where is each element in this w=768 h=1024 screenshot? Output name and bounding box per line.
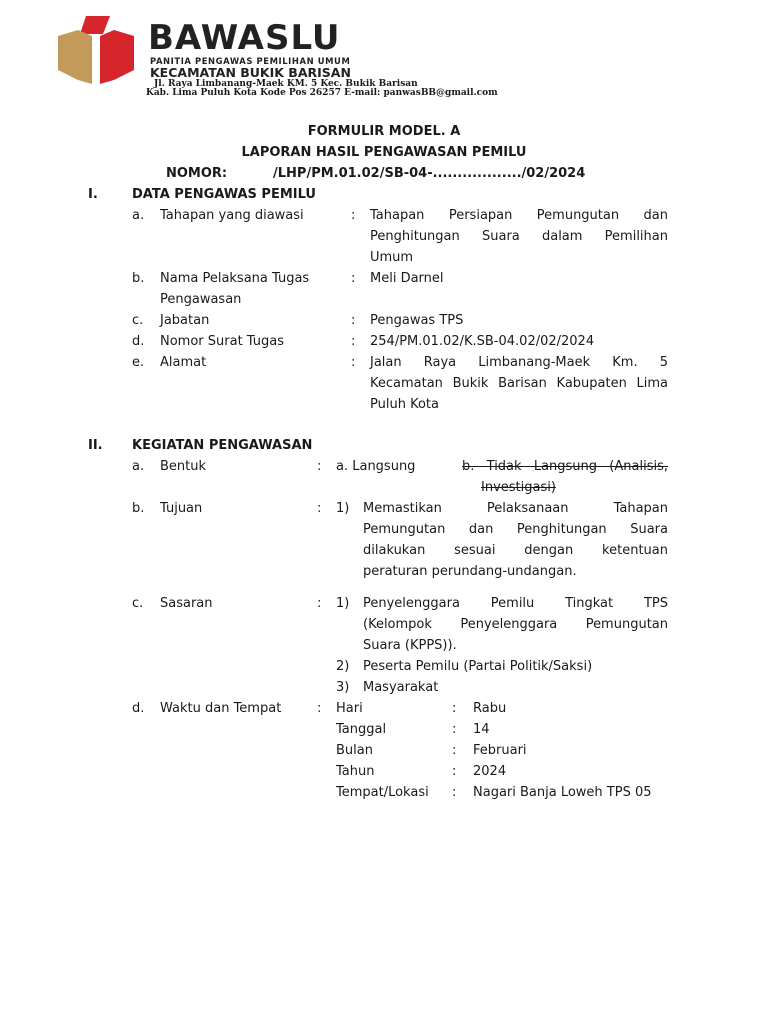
label-jabatan: Jabatan (160, 313, 210, 328)
label-nama-pelaksana: Pengawasan (160, 292, 242, 307)
logo-white-notch (92, 36, 100, 50)
colon: : (452, 785, 457, 800)
value-tahapan-line: Penghitungan Suara dalam Pemilihan (370, 229, 668, 244)
sasaran-line: Penyelenggara Pemilu Tingkat TPS (363, 596, 668, 611)
section-1-title: DATA PENGAWAS PEMILU (132, 187, 316, 202)
item-letter: d. (132, 334, 145, 349)
item-letter: e. (132, 355, 145, 370)
nomor-value: /LHP/PM.01.02/SB-04-................../02/2024 (273, 166, 586, 181)
colon: : (351, 355, 356, 370)
label-nomor-surat: Nomor Surat Tugas (160, 334, 285, 349)
tujuan-line: peraturan perundang-undangan. (363, 564, 577, 579)
value-tahapan-line: Tahapan Persiapan Pemungutan dan (370, 208, 668, 223)
waktu-value-tahun: 2024 (473, 764, 507, 779)
address-line-1: Jl. Raya Limbanang-Maek KM. 5 Kec. Bukik Barisan (154, 79, 418, 89)
label-alamat: Alamat (160, 355, 207, 370)
value-nama-pelaksana: Meli Darnel (370, 271, 444, 286)
waktu-key-tahun: Tahun (336, 764, 375, 779)
org-district: KECAMATAN BUKIK BARISAN (150, 65, 351, 80)
report-title: LAPORAN HASIL PENGAWASAN PEMILU (241, 145, 527, 160)
list-number: 3) (336, 680, 350, 695)
waktu-key-tanggal: Tanggal (336, 722, 387, 737)
label-nama-pelaksana: Nama Pelaksana Tugas (160, 271, 310, 286)
label-tujuan: Tujuan (160, 501, 203, 516)
tujuan-line: Pemungutan dan Penghitungan Suara (363, 522, 668, 537)
colon: : (317, 701, 322, 716)
colon: : (351, 313, 356, 328)
value-alamat-line: Jalan Raya Limbanang-Maek Km. 5 (370, 355, 668, 370)
label-waktu-tempat: Waktu dan Tempat (160, 701, 282, 716)
value-jabatan: Pengawas TPS (370, 313, 464, 328)
nomor-label: NOMOR: (166, 166, 228, 181)
tujuan-line: dilakukan sesuai dengan ketentuan (363, 543, 668, 558)
item-letter: a. (132, 459, 145, 474)
org-subtitle: PANITIA PENGAWAS PEMILIHAN UMUM (150, 56, 351, 66)
value-tahapan-line: Umum (370, 250, 414, 265)
colon: : (452, 764, 457, 779)
item-letter: c. (132, 596, 144, 611)
list-number: 1) (336, 501, 350, 516)
list-number: 2) (336, 659, 350, 674)
logo-red-right (100, 30, 134, 84)
item-letter: c. (132, 313, 144, 328)
colon: : (351, 208, 356, 223)
form-title: FORMULIR MODEL. A (307, 124, 461, 139)
colon: : (317, 501, 322, 516)
option-tidak-langsung-cont: Investigasi) (481, 480, 556, 495)
section-2-number: II. (88, 438, 103, 453)
option-tidak-langsung: b. Tidak Langsung (Analisis, (462, 459, 668, 474)
value-alamat-line: Kecamatan Bukik Barisan Kabupaten Lima (370, 376, 668, 391)
value-nomor-surat: 254/PM.01.02/K.SB-04.02/02/2024 (370, 334, 595, 349)
waktu-key-tempat: Tempat/Lokasi (336, 785, 429, 800)
item-letter: b. (132, 271, 145, 286)
address-line-2: Kab. Lima Puluh Kota Kode Pos 26257 E-mail: panwasBB@gmail.com (146, 88, 498, 98)
sasaran-line: Suara (KPPS)). (363, 638, 457, 653)
section-1-number: I. (88, 187, 98, 202)
item-letter: a. (132, 208, 145, 223)
sasaran-line: Peserta Pemilu (Partai Politik/Saksi) (363, 659, 593, 674)
waktu-value-hari: Rabu (473, 701, 507, 716)
label-tahapan: Tahapan yang diawasi (160, 208, 304, 223)
colon: : (452, 701, 457, 716)
bawaslu-logo (56, 14, 136, 86)
item-letter: b. (132, 501, 145, 516)
colon: : (351, 334, 356, 349)
sasaran-line: Masyarakat (363, 680, 439, 695)
colon: : (452, 722, 457, 737)
item-letter: d. (132, 701, 145, 716)
value-alamat-line: Puluh Kota (370, 397, 439, 412)
colon: : (317, 596, 322, 611)
label-sasaran: Sasaran (160, 596, 213, 611)
logo-red-top (80, 16, 110, 34)
section-2-title: KEGIATAN PENGAWASAN (132, 438, 313, 453)
logo-gold-left (58, 30, 92, 84)
waktu-value-tempat: Nagari Banja Loweh TPS 05 (473, 785, 652, 800)
label-bentuk: Bentuk (160, 459, 207, 474)
waktu-key-hari: Hari (336, 701, 363, 716)
list-number: 1) (336, 596, 350, 611)
option-langsung: a. Langsung (336, 459, 416, 474)
org-name: BAWASLU (148, 18, 341, 58)
colon: : (452, 743, 457, 758)
colon: : (351, 271, 356, 286)
waktu-key-bulan: Bulan (336, 743, 373, 758)
tujuan-line: Memastikan Pelaksanaan Tahapan (363, 501, 668, 516)
waktu-value-tanggal: 14 (473, 722, 490, 737)
colon: : (317, 459, 322, 474)
waktu-value-bulan: Februari (473, 743, 527, 758)
sasaran-line: (Kelompok Penyelenggara Pemungutan (363, 617, 668, 632)
